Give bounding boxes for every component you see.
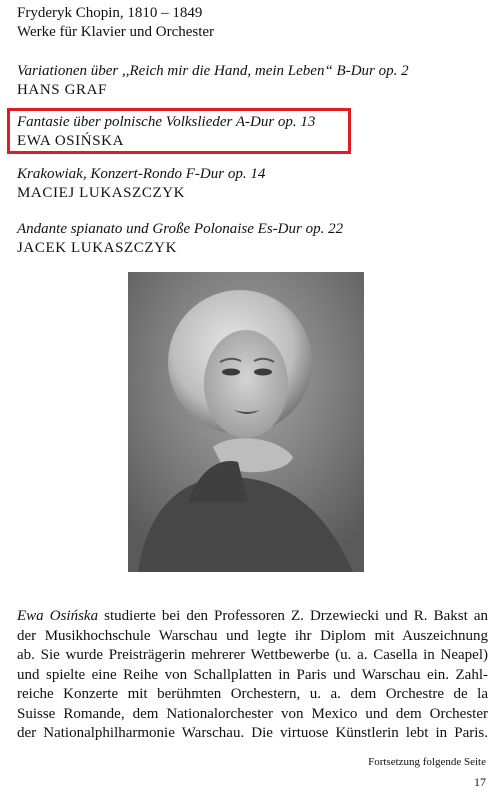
bio-line-2: der Musikhochschule Warschau und legte ihr Diplom mit Auszeichnung [17,627,488,644]
page-number: 17 [474,775,486,789]
bio-line-4: und spielte eine Reihe von Schallplatten in Paris und Warschau ein. Zahl- [17,666,488,683]
bio-line-1 [17,607,488,627]
portrait-photo [128,272,364,572]
portrait-illustration [128,272,364,572]
work-performer-4: JACEK LUKASZCZYK [17,240,178,256]
continuation-note: Fortsetzung folgende Seite [368,756,486,768]
work-performer-2: EWA OSIŃSKA [17,133,125,149]
bio-line-7: der Nationalphilharmonie Warschau. Die virtuose Künstlerin lebt in Paris. [17,725,488,741]
composer-line: Fryderyk Chopin, 1810 – 1849 [17,5,203,21]
work-title-2: Fantasie über polnische Volkslieder A-Dur op. 13 [17,114,316,130]
collection-line: Werke für Klavier und Orchester [17,24,215,40]
work-title-1: Variationen über ,,Reich mir die Hand, mein Leben“ B-Dur op. 2 [17,63,409,79]
bio-line-5: reiche Konzerte mit berühmten Orchestern, u. a. dem Orchestre de la [17,686,488,702]
work-title-3: Krakowiak, Konzert-Rondo F-Dur op. 14 [17,166,266,182]
work-performer-3: MACIEJ LUKASZCZYK [17,185,186,201]
bio-name: Ewa Osińska [17,608,99,624]
bio-text-1: studierte bei den Professoren Z. Drzewiecki und R. Bakst an [98,608,489,624]
bio-line-6: Suisse Romande, dem Nationalorchester von Mexico und dem Orchester [17,705,488,722]
bio-line-3: ab. Sie wurde Preisträgerin mehrerer Wettbewerbe (u. a. Casella in Neapel) [17,647,488,663]
biography [17,607,488,744]
work-title-4: Andante spianato und Große Polonaise Es-Dur op. 22 [17,221,344,237]
work-performer-1: HANS GRAF [17,82,108,98]
